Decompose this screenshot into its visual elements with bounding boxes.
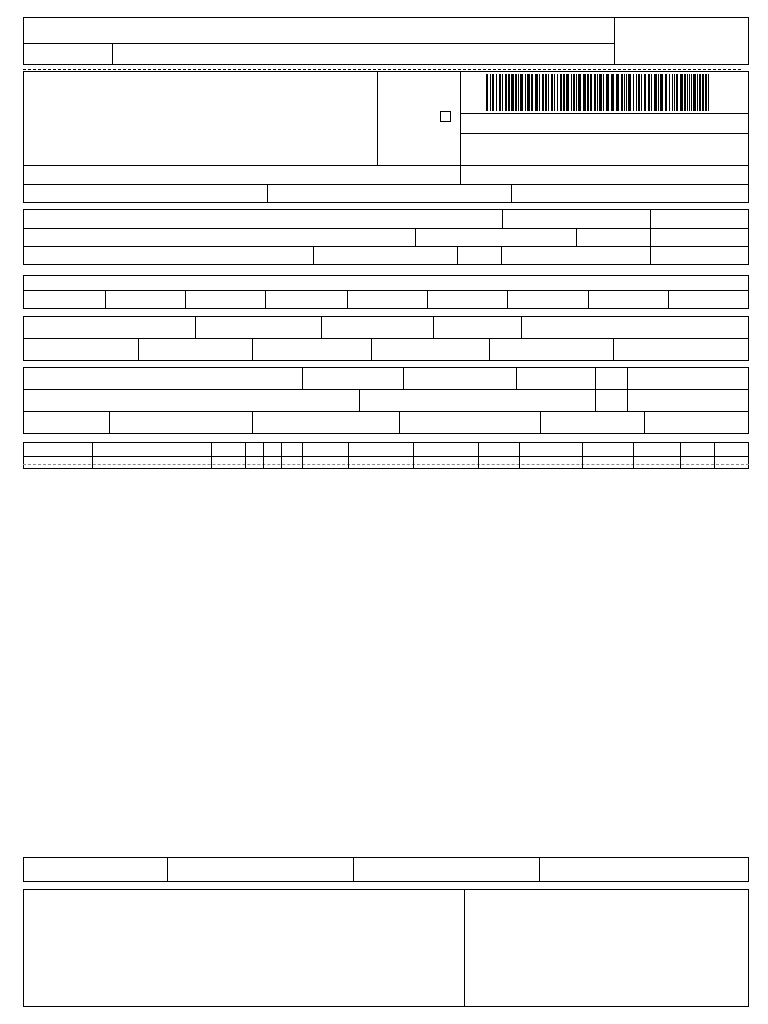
tax-r1-col-4: [521, 316, 522, 338]
issuer-row-2: [23, 184, 749, 185]
barcode-row-2: [460, 133, 749, 134]
transport-r1-col-4: [595, 367, 596, 411]
recipient-block: [23, 209, 749, 265]
tax-row-1: [23, 338, 749, 339]
products-col-9: [478, 442, 479, 469]
invoice-col-8: [668, 290, 669, 309]
invoice-col-2: [185, 290, 186, 309]
issuer-row2-col-a: [267, 184, 268, 203]
tax-r2-col-5: [613, 338, 614, 361]
receipt-stub: [23, 17, 749, 65]
tax-r1-col-1: [195, 316, 196, 338]
transport-r3-col-4: [540, 411, 541, 434]
invoice-block: [23, 275, 749, 309]
tax-r1-col-2: [321, 316, 322, 338]
tax-r2-col-3: [371, 338, 372, 361]
tax-r1-col-3: [433, 316, 434, 338]
products-col-4: [263, 442, 264, 469]
products-col-1: [92, 442, 93, 469]
barcode-row-1: [460, 113, 749, 114]
cut-line: [23, 69, 741, 70]
empty-checkbox-icon[interactable]: [440, 111, 451, 122]
invoice-col-7: [588, 290, 589, 309]
recipient-row-1: [23, 228, 749, 229]
transport-r1-col-1: [302, 367, 303, 389]
barcode-icon: [486, 74, 711, 111]
transport-block: [23, 367, 749, 434]
invoice-row-1: [23, 290, 749, 291]
invoice-col-1: [105, 290, 106, 309]
transport-r3-col-5: [644, 411, 645, 434]
tax-r2-col-1: [138, 338, 139, 361]
transport-r1-col-5: [627, 367, 628, 411]
transport-r2-col-1: [359, 389, 360, 411]
transport-row-2: [23, 411, 749, 412]
products-col-12: [633, 442, 634, 469]
products-header-rule: [23, 456, 749, 457]
recipient-r3-col-a: [313, 246, 314, 265]
recipient-r3-col-c: [501, 246, 502, 265]
products-col-8: [413, 442, 414, 469]
products-col-5: [281, 442, 282, 469]
invoice-col-4: [347, 290, 348, 309]
recipient-r1-col-b: [650, 209, 651, 265]
issqn-block: [23, 857, 749, 882]
transport-r1-col-2: [403, 367, 404, 389]
transport-r3-col-1: [109, 411, 110, 434]
recipient-r2-col-b: [576, 228, 577, 246]
invoice-col-3: [265, 290, 266, 309]
recipient-r2-col-a: [415, 228, 416, 246]
additional-data-block: [23, 889, 749, 1007]
transport-row-1: [23, 389, 749, 390]
issqn-col-3: [539, 857, 540, 882]
recipient-r1-col-a: [502, 209, 503, 228]
products-col-11: [582, 442, 583, 469]
receipt-stub-col-a: [614, 17, 615, 65]
products-col-2: [211, 442, 212, 469]
tax-r2-col-4: [489, 338, 490, 361]
issqn-col-1: [167, 857, 168, 882]
products-col-3: [245, 442, 246, 469]
products-col-10: [519, 442, 520, 469]
additional-data-divider: [464, 889, 465, 1007]
transport-r3-col-2: [252, 411, 253, 434]
issuer-row-1: [23, 165, 749, 166]
receipt-stub-col-b: [112, 43, 113, 65]
issqn-col-2: [353, 857, 354, 882]
issuer-col-b: [460, 71, 461, 184]
invoice-col-5: [427, 290, 428, 309]
transport-r3-col-3: [399, 411, 400, 434]
transport-r1-col-3: [516, 367, 517, 389]
products-col-6: [302, 442, 303, 469]
recipient-r3-col-b: [457, 246, 458, 265]
invoice-col-6: [507, 290, 508, 309]
products-col-13: [680, 442, 681, 469]
products-col-7: [348, 442, 349, 469]
products-row-rule: [23, 464, 749, 465]
issuer-col-a: [377, 71, 378, 166]
tax-r2-col-2: [252, 338, 253, 361]
recipient-row-2: [23, 246, 749, 247]
products-col-14: [714, 442, 715, 469]
issuer-row2-col-b: [511, 184, 512, 203]
